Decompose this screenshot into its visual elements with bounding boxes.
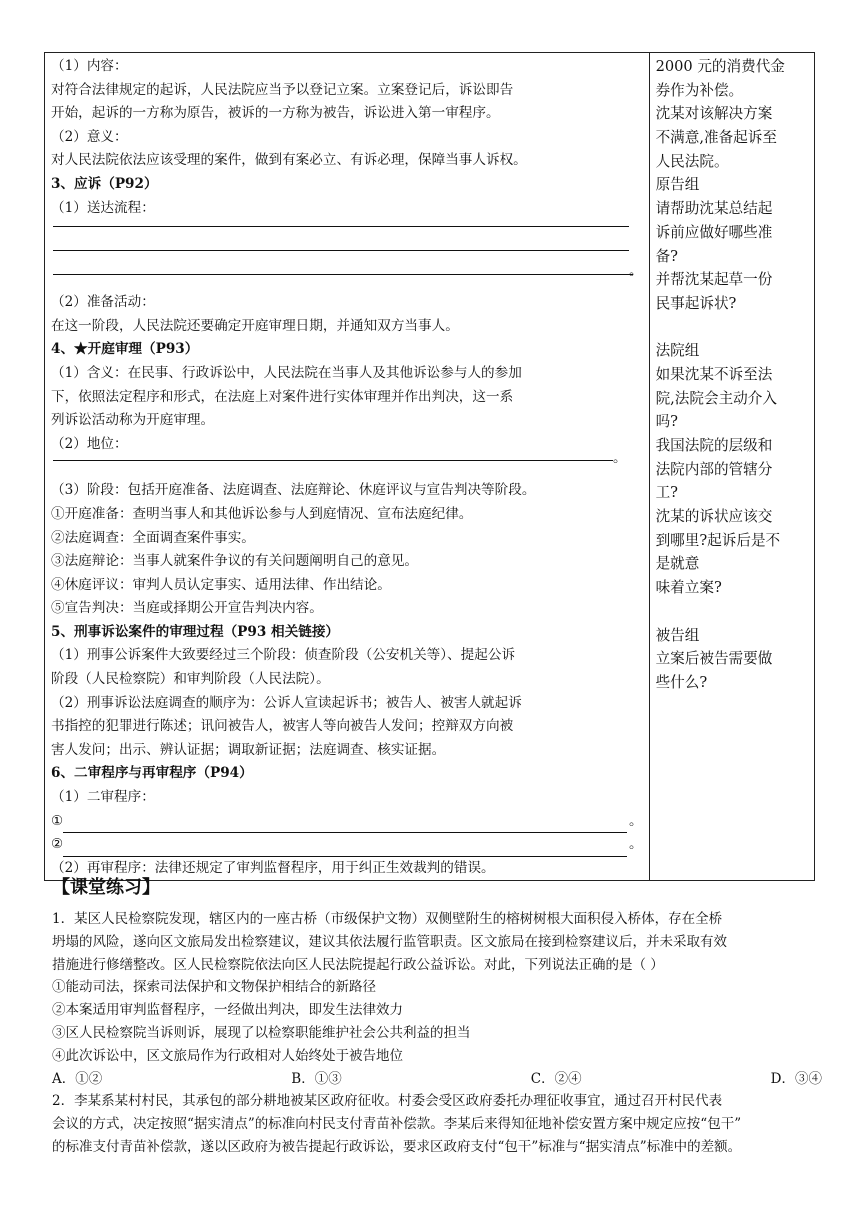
option-d: D．③④ — [770, 1070, 822, 1087]
practice-title: 【课堂练习】 — [52, 877, 160, 898]
activity-line: 立案后被告需要做 — [655, 650, 773, 668]
activity-line: 工? — [655, 484, 678, 502]
question-2-line: 会议的方式，决定按照“据实清点”的标准向村民支付青苗补偿款。李某后来得知征地补偿安置方案中规定应按“包干” — [52, 1116, 742, 1133]
status-blank — [51, 450, 643, 479]
activity-line: 请帮助沈某总结起 — [655, 200, 773, 218]
activity-line: 券作为补偿。 — [655, 81, 744, 99]
stages-intro: （3）阶段：包括开庭准备、法庭调查、法庭辩论、休庭评议与宣告判决等阶段。 — [51, 482, 536, 499]
blank-period: 。 — [612, 450, 627, 467]
criminal-stages-2: 阶段（人民检察院）和审判阶段（人民法院）。 — [51, 671, 330, 688]
fill-blank-line — [53, 226, 629, 227]
delivery-process-label: （1）送达流程： — [51, 199, 155, 216]
meaning-text: 对人民法院依法应该受理的案件，做到有案必立、有诉必理，保障当事人诉权。 — [51, 152, 527, 169]
question-2-line: 2．李某系某村村民，其承包的部分耕地被某区政府征收。村委会受区政府委托办理征收事宜，通过召开村民代表 — [52, 1093, 723, 1110]
status-label: （2）地位： — [51, 435, 128, 452]
activity-line: 我国法院的层级和 — [655, 437, 773, 454]
activity-lines — [656, 55, 808, 695]
activity-line: 如果沈某不诉至法 — [655, 365, 773, 383]
study-table — [44, 52, 815, 881]
activity-line: 味着立案? — [655, 579, 722, 597]
retrial-text: （2）再审程序：法律还规定了审判监督程序，用于纠正生效裁判的错误。 — [51, 859, 495, 876]
question-1-statement: ③区人民检察院当诉则诉，展现了以检察职能维护社会公共利益的担当 — [52, 1024, 471, 1041]
investigation-order-2: 书指控的犯罪进行陈述；讯问被告人，被害人等向被告人发问；控辩双方向被 — [51, 718, 514, 735]
meaning-label: （2）意义： — [51, 128, 128, 145]
question-1-options — [52, 1068, 822, 1091]
fill-blank-line — [53, 250, 629, 251]
activity-line — [656, 600, 808, 624]
option-c: C．②④ — [530, 1070, 582, 1087]
question-2-line: 的标准支付青苗补偿款，遂以区政府为被告提起行政诉讼，要求区政府支付“包干”标准与“据实清点”标准中的差额。 — [52, 1138, 742, 1155]
fill-blank-line — [63, 814, 627, 833]
activity-line: 民事起诉状? — [655, 294, 737, 312]
activity-line — [656, 316, 808, 340]
notes-column — [45, 53, 650, 881]
trial-meaning-1: （1）含义：在民事、行政诉讼中，人民法院在当事人及其他诉讼参与人的参加 — [51, 364, 522, 381]
blank-number: ① — [51, 812, 64, 829]
question-1-statement: ②本案适用审判监督程序，一经做出判决，即发生法律效力 — [52, 1002, 403, 1019]
section-5-title: 5、刑事诉讼案件的审理过程（P93 相关链接） — [51, 623, 340, 640]
preparation-label: （2）准备活动： — [51, 294, 155, 311]
activity-line: 备? — [655, 247, 678, 265]
question-1-line: 坍塌的风险，遂向区文旅局发出检察建议，建议其依法履行监管职责。区文旅局在接到检察建议后，并未采取有效 — [52, 933, 727, 950]
section-6-title: 6、二审程序与再审程序（P94） — [51, 765, 253, 782]
activity-line: 人民法院。 — [655, 152, 729, 170]
stage-item: ④休庭评议：审判人员认定事实、适用法律、作出结论。 — [51, 576, 391, 593]
question-1-line: 1．某区人民检察院发现，辖区内的一座古桥（市级保护文物）双侧壁附生的榕树树根大面积侵入桥体，存在全桥 — [52, 911, 723, 927]
content-text-2: 开始，起诉的一方称为原告，被诉的一方称为被告，诉讼进入第一审程序。 — [51, 105, 500, 122]
stage-item: ⑤宣告判决：当庭或择期公开宣告判决内容。 — [51, 600, 323, 617]
trial-meaning-3: 列诉讼活动称为开庭审理。 — [51, 412, 215, 429]
activity-line: 原告组 — [655, 176, 700, 194]
activity-line: 法院组 — [655, 342, 700, 360]
question-1-line: 措施进行修缮整改。区人民检察院依法向区人民法院提起行政公益诉讼。对此，下列说法正确的是（ ） — [52, 956, 664, 973]
fill-blank-line — [53, 460, 613, 461]
stage-item: ①开庭准备：查明当事人和其他诉讼参与人到庭情况、宣布法庭纪律。 — [51, 505, 473, 522]
preparation-text: 在这一阶段，人民法院还要确定开庭审理日期，并通知双方当事人。 — [51, 317, 459, 334]
activity-column — [649, 53, 814, 881]
option-a: A．①② — [52, 1070, 103, 1087]
content-text-1: 对符合法律规定的起诉，人民法院应当予以登记立案。立案登记后，诉讼即告 — [51, 81, 514, 98]
blank-number: ② — [51, 836, 64, 853]
stage-item: ③法庭辩论：当事人就案件争议的有关问题阐明自己的意见。 — [51, 553, 419, 570]
second-instance-blank-1 — [51, 810, 643, 834]
blank-period: 。 — [628, 263, 643, 280]
fill-blank-line — [53, 274, 633, 275]
practice-section — [52, 908, 822, 1159]
investigation-order-1: （2）刑事诉讼法庭调查的顺序为：公诉人宣读起诉书；被告人、被害人就起诉 — [51, 694, 522, 711]
activity-line: 并帮沈某起草一份 — [655, 271, 773, 289]
question-1-statement: ④此次诉讼中，区文旅局作为行政相对人始终处于被告地位 — [52, 1047, 403, 1064]
delivery-process-blanks — [51, 220, 643, 291]
activity-line: 2000 元的消费代金 — [655, 58, 785, 75]
activity-line: 不满意,准备起诉至 — [655, 129, 777, 147]
question-1-statement: ①能动司法，探索司法保护和文物保护相结合的新路径 — [52, 979, 376, 996]
section-3-title: 3、应诉（P92） — [51, 175, 158, 192]
blank-period: 。 — [628, 812, 643, 829]
activity-line: 些什么? — [655, 673, 708, 691]
criminal-stages-1: （1）刑事公诉案件大致要经过三个阶段：侦查阶段（公安机关等）、提起公诉 — [51, 647, 516, 664]
option-b: B．①③ — [291, 1070, 342, 1087]
section-4-title: 4、★开庭审理（P93） — [51, 341, 199, 358]
content-label: （1）内容： — [51, 58, 128, 74]
stage-item: ②法庭调查：全面调查案件事实。 — [51, 529, 255, 546]
investigation-order-3: 害人发问；出示、辨认证据；调取新证据；法庭调查、核实证据。 — [51, 741, 446, 758]
activity-line: 法院内部的管辖分 — [655, 460, 773, 478]
activity-line: 吗? — [655, 413, 678, 431]
second-instance-label: （1）二审程序： — [51, 789, 155, 806]
blank-period: 。 — [628, 836, 643, 853]
activity-line: 到哪里?起诉后是不 — [655, 531, 781, 549]
activity-line: 院,法院会主动介入 — [655, 389, 777, 407]
fill-blank-line — [63, 838, 627, 857]
activity-line: 是就意 — [655, 555, 700, 573]
second-instance-blank-2 — [51, 833, 643, 857]
activity-line: 被告组 — [655, 626, 700, 644]
activity-line: 沈某对该解决方案 — [655, 105, 773, 123]
activity-line: 沈某的诉状应该交 — [655, 508, 773, 526]
activity-line: 诉前应做好哪些准 — [655, 223, 773, 241]
trial-meaning-2: 下，依照法定程序和形式，在法庭上对案件进行实体审理并作出判决，这一系 — [51, 388, 514, 405]
